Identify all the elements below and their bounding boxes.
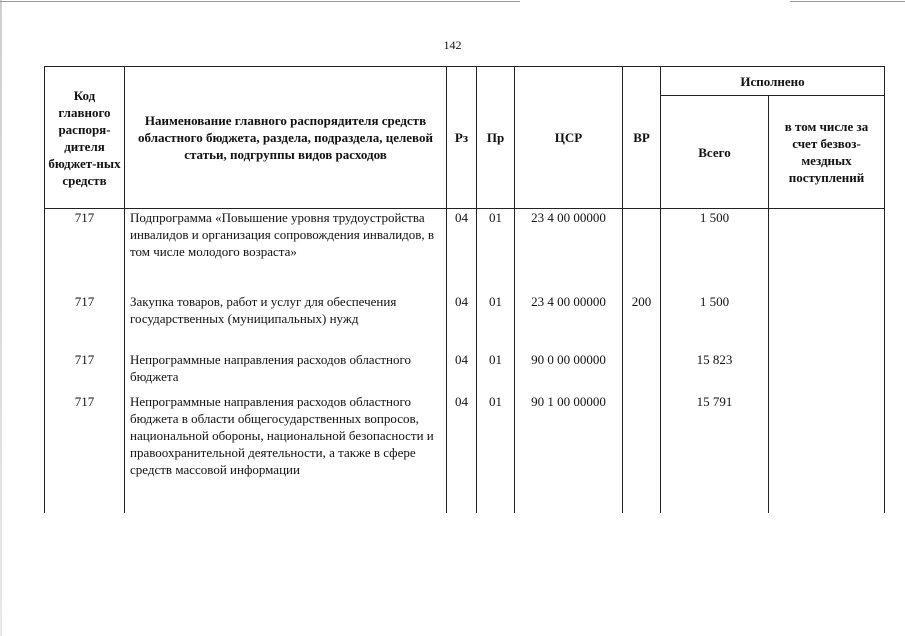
cell-total: 15 791 (661, 393, 769, 513)
header-pr: Пр (477, 67, 515, 209)
table-row (45, 393, 885, 513)
cell-pr: 01 (477, 293, 515, 351)
table-row (45, 351, 885, 393)
cell-rz: 04 (447, 209, 477, 294)
header-code: Код главного распоря-дителя бюджет-ных средств (45, 67, 125, 209)
scan-edge (0, 0, 2, 636)
cell-gratuitous (769, 393, 885, 513)
budget-table (44, 66, 885, 513)
cell-rz: 04 (447, 393, 477, 513)
cell-vr (623, 351, 661, 393)
cell-total: 1 500 (661, 209, 769, 294)
header-gratuitous: в том числе за счет безвоз-мездных поступлений (769, 96, 885, 209)
cell-csr: 23 4 00 00000 (515, 209, 623, 294)
header-total: Всего (661, 96, 769, 209)
header-name: Наименование главного распорядителя средств областного бюджета, раздела, подраздела, целевой статьи, подгруппы видов расходов (125, 67, 447, 209)
header-csr: ЦСР (515, 67, 623, 209)
table-row (45, 293, 885, 351)
header-vr: ВР (623, 67, 661, 209)
cell-csr: 90 0 00 00000 (515, 351, 623, 393)
cell-pr: 01 (477, 209, 515, 294)
table-body (45, 209, 885, 514)
table-row (45, 209, 885, 294)
cell-pr: 01 (477, 351, 515, 393)
cell-total: 15 823 (661, 351, 769, 393)
cell-gratuitous (769, 351, 885, 393)
header-executed: Исполнено (661, 67, 885, 96)
cell-vr (623, 209, 661, 294)
cell-rz: 04 (447, 351, 477, 393)
cell-vr: 200 (623, 293, 661, 351)
cell-total: 1 500 (661, 293, 769, 351)
cell-code: 717 (45, 209, 125, 294)
table-header (45, 67, 885, 209)
cell-rz: 04 (447, 293, 477, 351)
cell-name: Непрограммные направления расходов областного бюджета (125, 351, 447, 393)
cell-name: Закупка товаров, работ и услуг для обеспечения государственных (муниципальных) нужд (125, 293, 447, 351)
header-rz: Рз (447, 67, 477, 209)
cell-code: 717 (45, 293, 125, 351)
cell-pr: 01 (477, 393, 515, 513)
cell-csr: 90 1 00 00000 (515, 393, 623, 513)
scan-top-line-right (790, 1, 905, 2)
cell-code: 717 (45, 351, 125, 393)
cell-name: Непрограммные направления расходов областного бюджета в области общегосударственных вопросов, национальной обороны, национальной безопасности и правоохранительной деятельности, а также в сфере средств массовой информации (125, 393, 447, 513)
cell-csr: 23 4 00 00000 (515, 293, 623, 351)
cell-code: 717 (45, 393, 125, 513)
cell-gratuitous (769, 209, 885, 294)
cell-gratuitous (769, 293, 885, 351)
cell-vr (623, 393, 661, 513)
page-number: 142 (443, 38, 462, 52)
cell-name: Подпрограмма «Повышение уровня трудоустройства инвалидов и организация сопровождения инвалидов, в том числе молодого возраста» (125, 209, 447, 294)
scan-top-line-left (0, 1, 520, 2)
